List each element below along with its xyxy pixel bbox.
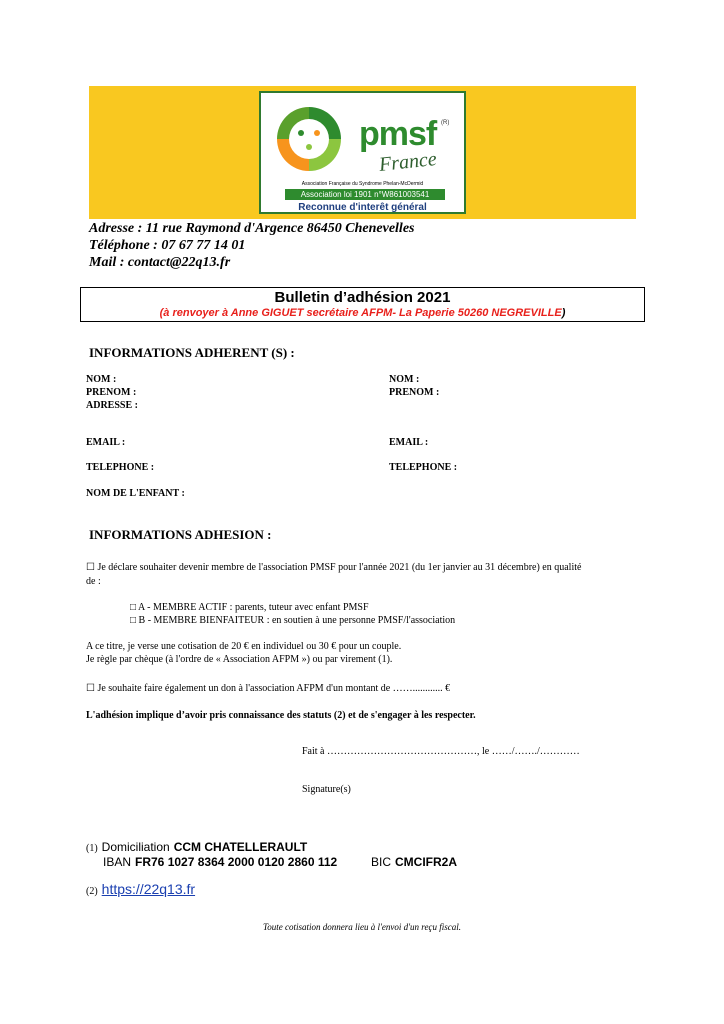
domiciliation-label: Domiciliation [101, 840, 170, 854]
bic-label: BIC [371, 855, 392, 869]
footnote-2 [86, 881, 195, 899]
cotisation-line2: Je règle par chèque (à l'ordre de « Association AFPM ») ou par virement (1). [86, 654, 393, 665]
fiscal-notice: Toute cotisation donnera lieu à l'envoi d'un reçu fiscal. [263, 922, 461, 932]
email-label-2: EMAIL : [389, 437, 429, 448]
option-b-checkbox[interactable]: □ B - MEMBRE BIENFAITEUR : en soutien à une personne PMSF/l'association [130, 615, 456, 626]
option-a-checkbox[interactable]: □ A - MEMBRE ACTIF : parents, tuteur avec enfant PMSF [130, 602, 369, 613]
page-title: Bulletin d’adhésion 2021 [274, 289, 451, 306]
adhesion-heading: INFORMATIONS ADHESION : [89, 527, 272, 542]
statuts-notice: L'adhésion implique d’avoir pris connaissance des statuts (2) et de s'engager à les respecter. [86, 710, 476, 721]
logo-recognition: Reconnue d'interêt général [298, 202, 427, 213]
iban-value: FR76 1027 8364 2000 0120 2860 112 [135, 855, 338, 869]
prenom-label-1: PRENOM : [86, 387, 137, 398]
adherent-heading: INFORMATIONS ADHERENT (S) : [89, 345, 295, 360]
nom-label-2: NOM : [389, 374, 420, 385]
phone-line [89, 237, 245, 254]
logo-loi: Association loi 1901 n°W861003541 [285, 189, 445, 200]
prenom-label-2: PRENOM : [389, 387, 440, 398]
pmsf-logo-mark-icon [273, 103, 345, 175]
don-checkbox[interactable]: ☐ Je souhaite faire également un don à l'association AFPM d'un montant de ……............ € [86, 683, 451, 694]
subtitle-open-paren: ( [159, 307, 164, 319]
declare-checkbox-line1[interactable]: ☐ Je déclare souhaiter devenir membre de l'association PMSF pour l'année 2021 (du 1er janvier au 31 décembre) en qualité [86, 562, 582, 573]
telephone-label-1: TELEPHONE : [86, 462, 155, 473]
adresse-label: ADRESSE : [86, 400, 138, 411]
mail-text: Mail : contact@22q13.fr [89, 255, 231, 270]
domiciliation-value: CCM CHATELLERAULT [173, 840, 308, 854]
address-text: Adresse : 11 rue Raymond d'Argence 86450 Chenevelles [89, 221, 415, 236]
page-subtitle [81, 307, 644, 319]
declare-line2: de : [86, 576, 101, 587]
title-box [80, 287, 645, 322]
header-banner [89, 86, 636, 219]
enfant-label: NOM DE L'ENFANT : [86, 488, 185, 499]
bic-line [371, 853, 457, 871]
bic-value: CMCIFR2A [395, 855, 458, 869]
telephone-label-2: TELEPHONE : [389, 462, 458, 473]
website-link[interactable]: https://22q13.fr [101, 881, 196, 897]
footnote-1-marker: (1) [86, 843, 98, 854]
cotisation-line1: A ce titre, je verse une cotisation de 20 € en individuel ou 30 € pour un couple. [86, 641, 402, 652]
iban-line [103, 853, 337, 871]
subtitle-text: à renvoyer à Anne GIGUET secrétaire AFPM- La Paperie 50260 NEGREVILLE [163, 307, 562, 319]
fait-a-field[interactable]: Fait à ………………………………………, le ……/……./………… [302, 746, 580, 757]
logo-association: Association Française du Syndrome Phelan-McDermid [301, 181, 424, 187]
pmsf-logo [259, 91, 466, 214]
nom-label-1: NOM : [86, 374, 117, 385]
logo-brand-sup: (R) [441, 120, 450, 126]
email-label-1: EMAIL : [86, 437, 126, 448]
footnote-2-marker: (2) [86, 886, 98, 897]
signature-field[interactable]: Signature(s) [302, 784, 351, 795]
subtitle-close-paren: ) [561, 307, 566, 319]
logo-brand: pmsf [359, 115, 437, 153]
iban-label: IBAN [103, 855, 132, 869]
mail-line [89, 254, 230, 271]
logo-country: France [377, 148, 438, 176]
phone-text: Téléphone : 07 67 77 14 01 [89, 238, 246, 253]
address-line [89, 220, 415, 237]
